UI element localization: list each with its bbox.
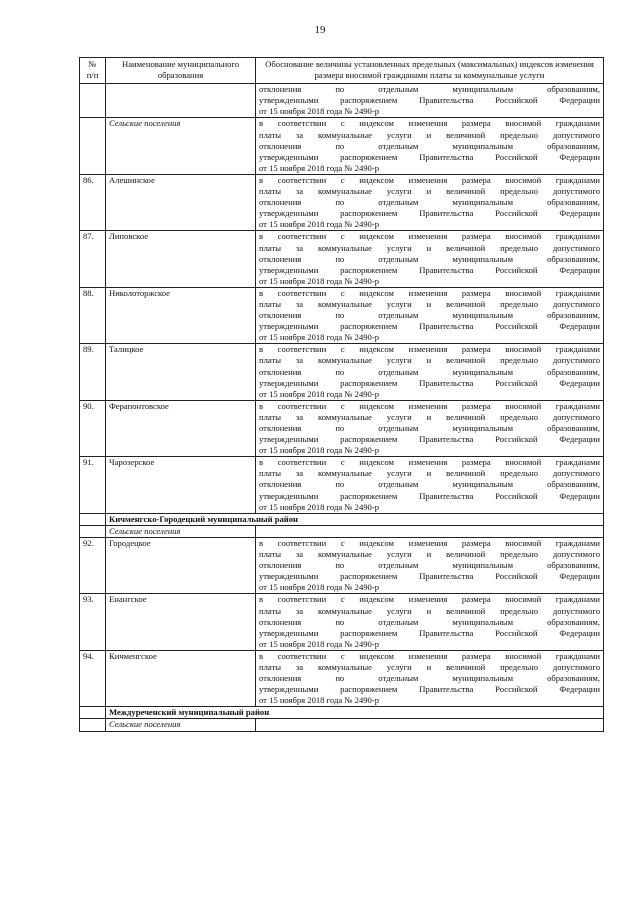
row-number: 93. [80,594,106,650]
basis-line: от 15 ноября 2018 года № 2490-р [259,695,380,706]
header-basis: Обоснование величины установленных предельных (максимальных) индексов изменения размера вносимой гражданами платы за коммунальные услуги [256,58,604,84]
basis-line: утвержденными распоряжением Правительства Российской Федерации [259,377,600,388]
basis-line: утвержденными распоряжением Правительства Российской Федерации [259,627,600,638]
row-basis [256,719,604,731]
tariff-index-table [79,57,604,732]
basis-line: платы за коммунальные услуги и величиной предельно допустимого [259,186,600,197]
basis-line: отклонения по отдельным муниципальным образованиям, [259,616,600,627]
basis-line: в соответствии с индексом изменения размера вносимой гражданами [259,594,600,605]
row-number [80,84,106,118]
row-number: 94. [80,650,106,706]
basis-line: отклонения по отдельным муниципальным образованиям, [259,84,600,95]
basis-line: от 15 ноября 2018 года № 2490-р [259,582,380,593]
row-basis [256,84,604,118]
row-number [80,707,106,719]
row-basis [256,344,604,400]
table-row [80,457,604,513]
row-basis [256,400,604,456]
basis-line: от 15 ноября 2018 года № 2490-р [259,332,380,343]
basis-line: утвержденными распоряжением Правительства Российской Федерации [259,684,600,695]
basis-line: в соответствии с индексом изменения размера вносимой гражданами [259,174,600,185]
row-basis [256,231,604,287]
basis-line: в соответствии с индексом изменения размера вносимой гражданами [259,118,600,129]
category-name: Сельские поселения [106,118,256,174]
basis-line: утвержденными распоряжением Правительства Российской Федерации [259,490,600,501]
row-basis [256,118,604,174]
basis-line: отклонения по отдельным муниципальным образованиям, [259,197,600,208]
basis-line: в соответствии с индексом изменения размера вносимой гражданами [259,231,600,242]
basis-line: платы за коммунальные услуги и величиной предельно допустимого [259,355,600,366]
basis-line: в соответствии с индексом изменения размера вносимой гражданами [259,650,600,661]
category-row [80,525,604,537]
row-number [80,513,106,525]
row-name: Енангское [106,594,256,650]
district-row [80,707,604,719]
basis-line: утвержденными распоряжением Правительства Российской Федерации [259,151,600,162]
basis-line: платы за коммунальные услуги и величиной предельно допустимого [259,468,600,479]
basis-line: утвержденными распоряжением Правительства Российской Федерации [259,208,600,219]
category-name: Сельские поселения [106,525,256,537]
basis-line: от 15 ноября 2018 года № 2490-р [259,106,380,117]
basis-line: от 15 ноября 2018 года № 2490-р [259,638,380,649]
category-row [80,719,604,731]
row-number [80,719,106,731]
row-name: Ферапонтовское [106,400,256,456]
row-basis [256,650,604,706]
basis-line: от 15 ноября 2018 года № 2490-р [259,388,380,399]
row-number: 89. [80,344,106,400]
header-name: Наименование муниципального образования [106,58,256,84]
row-basis [256,174,604,230]
row-name: Николоторжское [106,287,256,343]
basis-line: от 15 ноября 2018 года № 2490-р [259,162,380,173]
basis-line: утвержденными распоряжением Правительства Российской Федерации [259,264,600,275]
row-name: Талицкое [106,344,256,400]
row-number: 92. [80,537,106,593]
basis-line: от 15 ноября 2018 года № 2490-р [259,219,380,230]
basis-line: платы за коммунальные услуги и величиной предельно допустимого [259,129,600,140]
row-number [80,118,106,174]
district-row [80,513,604,525]
basis-line: платы за коммунальные услуги и величиной предельно допустимого [259,605,600,616]
table-header-row [80,58,604,84]
row-basis [256,594,604,650]
basis-line: в соответствии с индексом изменения размера вносимой гражданами [259,344,600,355]
row-basis [256,287,604,343]
table-row [80,231,604,287]
basis-line: отклонения по отдельным муниципальным образованиям, [259,673,600,684]
district-name: Кичменгско-Городецкий муниципальный район [106,513,604,525]
district-name: Междуреченский муниципальный район [106,707,604,719]
table-row [80,594,604,650]
row-name: Чарозерское [106,457,256,513]
basis-line: платы за коммунальные услуги и величиной предельно допустимого [259,549,600,560]
basis-line: в соответствии с индексом изменения размера вносимой гражданами [259,457,600,468]
basis-line: в соответствии с индексом изменения размера вносимой гражданами [259,287,600,298]
basis-line: отклонения по отдельным муниципальным образованиям, [259,253,600,264]
row-basis [256,537,604,593]
basis-line: платы за коммунальные услуги и величиной предельно допустимого [259,411,600,422]
basis-line: в соответствии с индексом изменения размера вносимой гражданами [259,537,600,548]
category-row [80,118,604,174]
row-name: Липовское [106,231,256,287]
basis-line: в соответствии с индексом изменения размера вносимой гражданами [259,400,600,411]
category-name: Сельские поселения [106,719,256,731]
table-row [80,344,604,400]
basis-line: отклонения по отдельным муниципальным образованиям, [259,366,600,377]
basis-line: отклонения по отдельным муниципальным образованиям, [259,140,600,151]
row-number: 90. [80,400,106,456]
basis-line: утвержденными распоряжением Правительства Российской Федерации [259,95,600,106]
basis-line: отклонения по отдельным муниципальным образованиям, [259,479,600,490]
basis-line: отклонения по отдельным муниципальным образованиям, [259,560,600,571]
basis-line: платы за коммунальные услуги и величиной предельно допустимого [259,661,600,672]
table-row [80,287,604,343]
basis-line: утвержденными распоряжением Правительства Российской Федерации [259,571,600,582]
basis-line: от 15 ноября 2018 года № 2490-р [259,275,380,286]
row-basis [256,525,604,537]
row-basis [256,457,604,513]
row-name: Городецкое [106,537,256,593]
row-number: 87. [80,231,106,287]
basis-line: отклонения по отдельным муниципальным образованиям, [259,310,600,321]
table-row [80,650,604,706]
basis-line: утвержденными распоряжением Правительства Российской Федерации [259,434,600,445]
row-number: 86. [80,174,106,230]
row-number [80,525,106,537]
page-number: 19 [314,24,326,36]
row-name [106,84,256,118]
row-name: Алешинское [106,174,256,230]
basis-line: отклонения по отдельным муниципальным образованиям, [259,423,600,433]
row-name: Кичменгское [106,650,256,706]
table-row [80,537,604,593]
basis-line: платы за коммунальные услуги и величиной предельно допустимого [259,242,600,253]
header-number: № п/п [80,58,106,84]
basis-line: утвержденными распоряжением Правительства Российской Федерации [259,321,600,332]
basis-line: от 15 ноября 2018 года № 2490-р [259,445,380,456]
basis-line: от 15 ноября 2018 года № 2490-р [259,501,380,512]
row-number: 91. [80,457,106,513]
table-row [80,174,604,230]
basis-line: платы за коммунальные услуги и величиной предельно допустимого [259,298,600,309]
continued-row [80,84,604,118]
row-number: 88. [80,287,106,343]
table-row [80,400,604,456]
